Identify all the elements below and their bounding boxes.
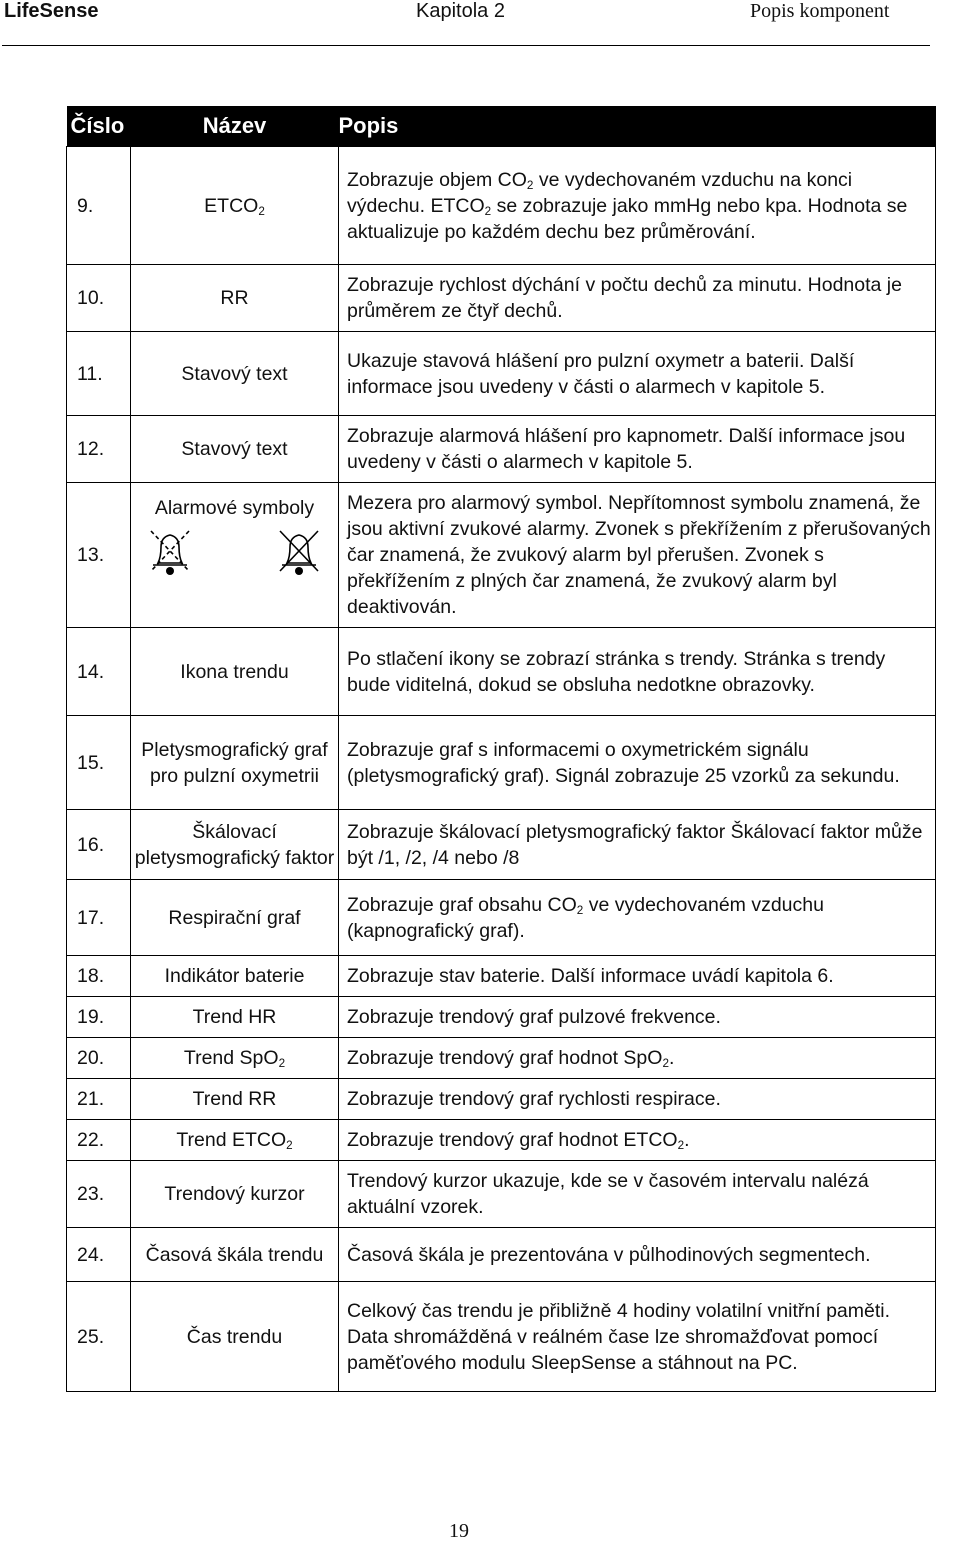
row-number: 22.: [67, 1120, 131, 1161]
header-brand: LifeSense: [4, 0, 99, 22]
row-name-text: Alarmové symboly: [154, 497, 315, 519]
table-header-row: [67, 106, 936, 147]
row-name: Indikátor baterie: [131, 956, 339, 997]
row-description: Zobrazuje rychlost dýchání v počtu dechů za minutu. Hodnota je průměrem ze čtyř dechů.: [339, 265, 936, 332]
row-description: Celkový čas trendu je přibližně 4 hodiny volatilní vnitřní paměti. Data shromážděná v reálném čase lze shromažďovat pomocí paměťového modulu SleepSense a stáhnout na PC.: [339, 1282, 936, 1392]
row-name: Stavový text: [131, 416, 339, 483]
row-name: Škálovací pletysmografický faktor: [131, 810, 339, 880]
table-row: [67, 332, 936, 416]
row-number: 20.: [67, 1038, 131, 1079]
row-description: Trendový kurzor ukazuje, kde se v časovém intervalu nalézá aktuální vzorek.: [339, 1161, 936, 1228]
table-row: [67, 1038, 936, 1079]
row-description: Zobrazuje trendový graf hodnot SpO$_2$.: [339, 1038, 936, 1079]
muted-bell-icon: [147, 527, 193, 577]
table-row: [67, 1161, 936, 1228]
table-row: [67, 997, 936, 1038]
column-header-description: Popis: [339, 106, 936, 147]
row-name: Respirační graf: [131, 880, 339, 956]
table-row: [67, 880, 936, 956]
row-description: Zobrazuje objem $CO_2$ ve vydechovaném vzduchu na konci výdechu. $ETCO_2$ se zobrazuje jako mmHg nebo kpa. Hodnota se aktualizuje po každém dechu bez průměrování.: [339, 147, 936, 265]
column-header-name: Název: [131, 106, 339, 147]
row-name: Trendový kurzor: [131, 1161, 339, 1228]
disabled-bell-icon: [276, 527, 322, 577]
header-chapter: Kapitola 2: [416, 0, 505, 22]
row-description: Mezera pro alarmový symbol. Nepřítomnost symbolu znamená, že jsou aktivní zvukové alarmy. Zvonek s překřížením z přerušovaných čar znamená, že zvukový alarm byl přerušen. Zvonek s překřížením z plných čar znamená, že zvukový alarm byl deaktivován.: [339, 483, 936, 628]
row-name: Trend $ETCO_2$: [131, 1120, 339, 1161]
row-description: Zobrazuje trendový graf pulzové frekvence.: [339, 997, 936, 1038]
row-description: Po stlačení ikony se zobrazí stránka s trendy. Stránka s trendy bude viditelná, dokud se obsluha nedotkne obrazovky.: [339, 628, 936, 716]
row-number: 11.: [67, 332, 131, 416]
row-name: Časová škála trendu: [131, 1228, 339, 1282]
row-description: Zobrazuje graf s informacemi o oxymetrickém signálu (pletysmografický graf). Signál zobrazuje 25 vzorků za sekundu.: [339, 716, 936, 810]
table-row: [67, 1282, 936, 1392]
row-description: Časová škála je prezentována v půlhodinových segmentech.: [339, 1228, 936, 1282]
row-number: 21.: [67, 1079, 131, 1120]
row-name: RR: [131, 265, 339, 332]
row-number: 15.: [67, 716, 131, 810]
page-number: 19: [449, 1520, 469, 1542]
table-row: [67, 416, 936, 483]
row-number: 9.: [67, 147, 131, 265]
table-row: [67, 1228, 936, 1282]
column-header-number: Číslo: [67, 106, 131, 147]
row-number: 16.: [67, 810, 131, 880]
table-row: [67, 628, 936, 716]
row-number: 10.: [67, 265, 131, 332]
row-name: Čas trendu: [131, 1282, 339, 1392]
row-name: Trend HR: [131, 997, 339, 1038]
table-row: [67, 810, 936, 880]
row-name: Ikona trendu: [131, 628, 339, 716]
table-row: [67, 956, 936, 997]
row-name: [131, 483, 339, 628]
table-row: [67, 147, 936, 265]
row-number: 23.: [67, 1161, 131, 1228]
row-description: Zobrazuje trendový graf hodnot $ETCO_2$.: [339, 1120, 936, 1161]
header-section: Popis komponent: [750, 0, 890, 22]
alarm-bell-icons: [131, 521, 338, 577]
row-description: Zobrazuje trendový graf rychlosti respirace.: [339, 1079, 936, 1120]
row-name: Stavový text: [131, 332, 339, 416]
table-row: [67, 265, 936, 332]
row-description: Ukazuje stavová hlášení pro pulzní oxymetr a baterii. Další informace jsou uvedeny v části o alarmech v kapitole 5.: [339, 332, 936, 416]
row-number: 24.: [67, 1228, 131, 1282]
row-number: 18.: [67, 956, 131, 997]
header-rule: [2, 45, 930, 46]
component-table: [66, 106, 936, 1392]
table-row: [67, 1079, 936, 1120]
table-row: [67, 483, 936, 628]
row-name: Trend RR: [131, 1079, 339, 1120]
row-name: $ETCO_2$: [131, 147, 339, 265]
row-description: Zobrazuje škálovací pletysmografický faktor Škálovací faktor může být /1, /2, /4 nebo /8: [339, 810, 936, 880]
row-description: Zobrazuje alarmová hlášení pro kapnometr. Další informace jsou uvedeny v části o alarmech v kapitole 5.: [339, 416, 936, 483]
row-name: Pletysmografický graf pro pulzní oxymetrii: [131, 716, 339, 810]
row-number: 14.: [67, 628, 131, 716]
row-description: Zobrazuje stav baterie. Další informace uvádí kapitola 6.: [339, 956, 936, 997]
row-name: Trend SpO$_2$: [131, 1038, 339, 1079]
row-description: Zobrazuje graf obsahu $CO_2$ ve vydechovaném vzduchu (kapnografický graf).: [339, 880, 936, 956]
row-number: 19.: [67, 997, 131, 1038]
row-number: 25.: [67, 1282, 131, 1392]
row-number: 17.: [67, 880, 131, 956]
table-row: [67, 716, 936, 810]
table-row: [67, 1120, 936, 1161]
page-header: [0, 0, 960, 44]
row-number: 12.: [67, 416, 131, 483]
row-number: 13.: [67, 483, 131, 628]
